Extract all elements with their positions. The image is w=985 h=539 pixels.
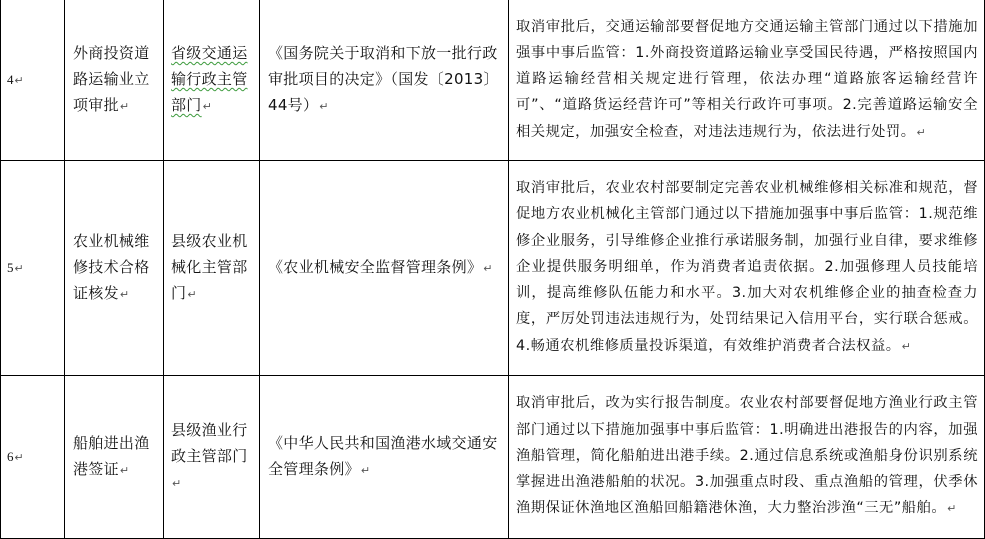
item-cell: [65, 375, 164, 538]
department-name: 县级农业机械化主管部门: [171, 231, 248, 302]
legal-basis: 《中华人民共和国渔港水域交通安全管理条例》: [268, 433, 498, 478]
paragraph-mark-icon: ↵: [119, 287, 130, 301]
paragraph-mark-icon: ↵: [319, 99, 329, 113]
paragraph-mark-icon: ↵: [202, 99, 213, 113]
item-name: 农业机械维修技术合格证核发: [73, 231, 150, 302]
measures-text: 取消审批后，改为实行报告制度。农业农村部要督促地方渔业行政主管部门通过以下措施加强事中事后监管：1.明确进出港报告的内容，加强渔船管理，简化船舶进出港手续。2.通过信息系统或渔船身份识别系统掌握进出渔港船舶的状况。3.加强重点时段、重点渔船的管理，伏季休渔期保证休渔地区渔船回船籍港休渔，大力整治涉渔“三无”船舶。: [516, 395, 978, 517]
measures-text: 取消审批后，交通运输部要督促地方交通运输主管部门通过以下措施加强事中事后监管：1.外商投资道路运输业享受国民待遇，严格按照国内道路运输经营相关规定进行管理，依法办理“道路旅客运输经营许可”、“道路货运经营许可”等相关行政许可事项。2.完善道路运输安全相关规定，加强安全检查，对违法违规行为，依法进行处罚。: [516, 18, 978, 140]
paragraph-mark-icon: ↵: [483, 261, 493, 275]
paragraph-mark-icon: ↵: [119, 463, 130, 477]
department-cell: [164, 375, 260, 538]
row-number-cell: [1, 375, 65, 538]
item-cell: [65, 160, 164, 375]
row-number: 6: [7, 448, 14, 464]
measures-text: 取消审批后，农业农村部要制定完善农业机械维修相关标准和规范，督促地方农业机械化主管部门通过以下措施加强事中事后监管：1.规范维修企业服务，引导维修企业推行承诺服务制，加强行业自律，要求维修企业提供服务明细单，作为消费者追责依据。2.加强修理人员技能培训，提高维修队伍能力和水平。3.加大对农机维修企业的抽查检查力度，严厉处罚违法违规行为，处罚结果记入信用平台，实行联合惩戒。4.畅通农机维修质量投诉渠道，有效维护消费者合法权益。: [516, 180, 978, 354]
item-name: 船舶进出渔港签证: [73, 433, 150, 478]
paragraph-mark-icon: ↵: [947, 502, 957, 516]
row-number: 4: [7, 71, 14, 87]
paragraph-mark-icon: ↵: [172, 476, 182, 490]
item-cell: [65, 0, 164, 160]
paragraph-mark-icon: ↵: [360, 463, 371, 477]
measures-cell: [509, 375, 985, 538]
department-name: 省级交通运输行政主管部门: [171, 43, 248, 114]
table-row: [1, 160, 985, 375]
paragraph-mark-icon: ↵: [916, 125, 927, 139]
item-name: 外商投资道路运输业立项审批: [73, 43, 150, 114]
table-row: [1, 375, 985, 538]
paragraph-mark-icon: ↵: [14, 451, 24, 464]
row-number-cell: [1, 160, 65, 375]
department-name: 县级渔业行政主管部门: [171, 420, 248, 465]
paragraph-mark-icon: ↵: [14, 262, 24, 275]
department-cell: [164, 0, 260, 160]
paragraph-mark-icon: ↵: [901, 339, 912, 353]
paragraph-mark-icon: ↵: [14, 74, 24, 87]
paragraph-mark-icon: ↵: [187, 287, 197, 301]
basis-cell: [260, 375, 509, 538]
row-number: 5: [7, 259, 14, 275]
measures-cell: [509, 0, 985, 160]
legal-basis: 《国务院关于取消和下放一批行政审批项目的决定》（国发〔2013〕44号）: [268, 43, 499, 114]
basis-cell: [260, 0, 509, 160]
row-number-cell: [1, 0, 65, 160]
legal-basis: 《农业机械安全监督管理条例》: [268, 257, 483, 276]
table-row: [1, 0, 985, 160]
department-cell: [164, 160, 260, 375]
measures-cell: [509, 160, 985, 375]
paragraph-mark-icon: ↵: [119, 99, 130, 113]
basis-cell: [260, 160, 509, 375]
